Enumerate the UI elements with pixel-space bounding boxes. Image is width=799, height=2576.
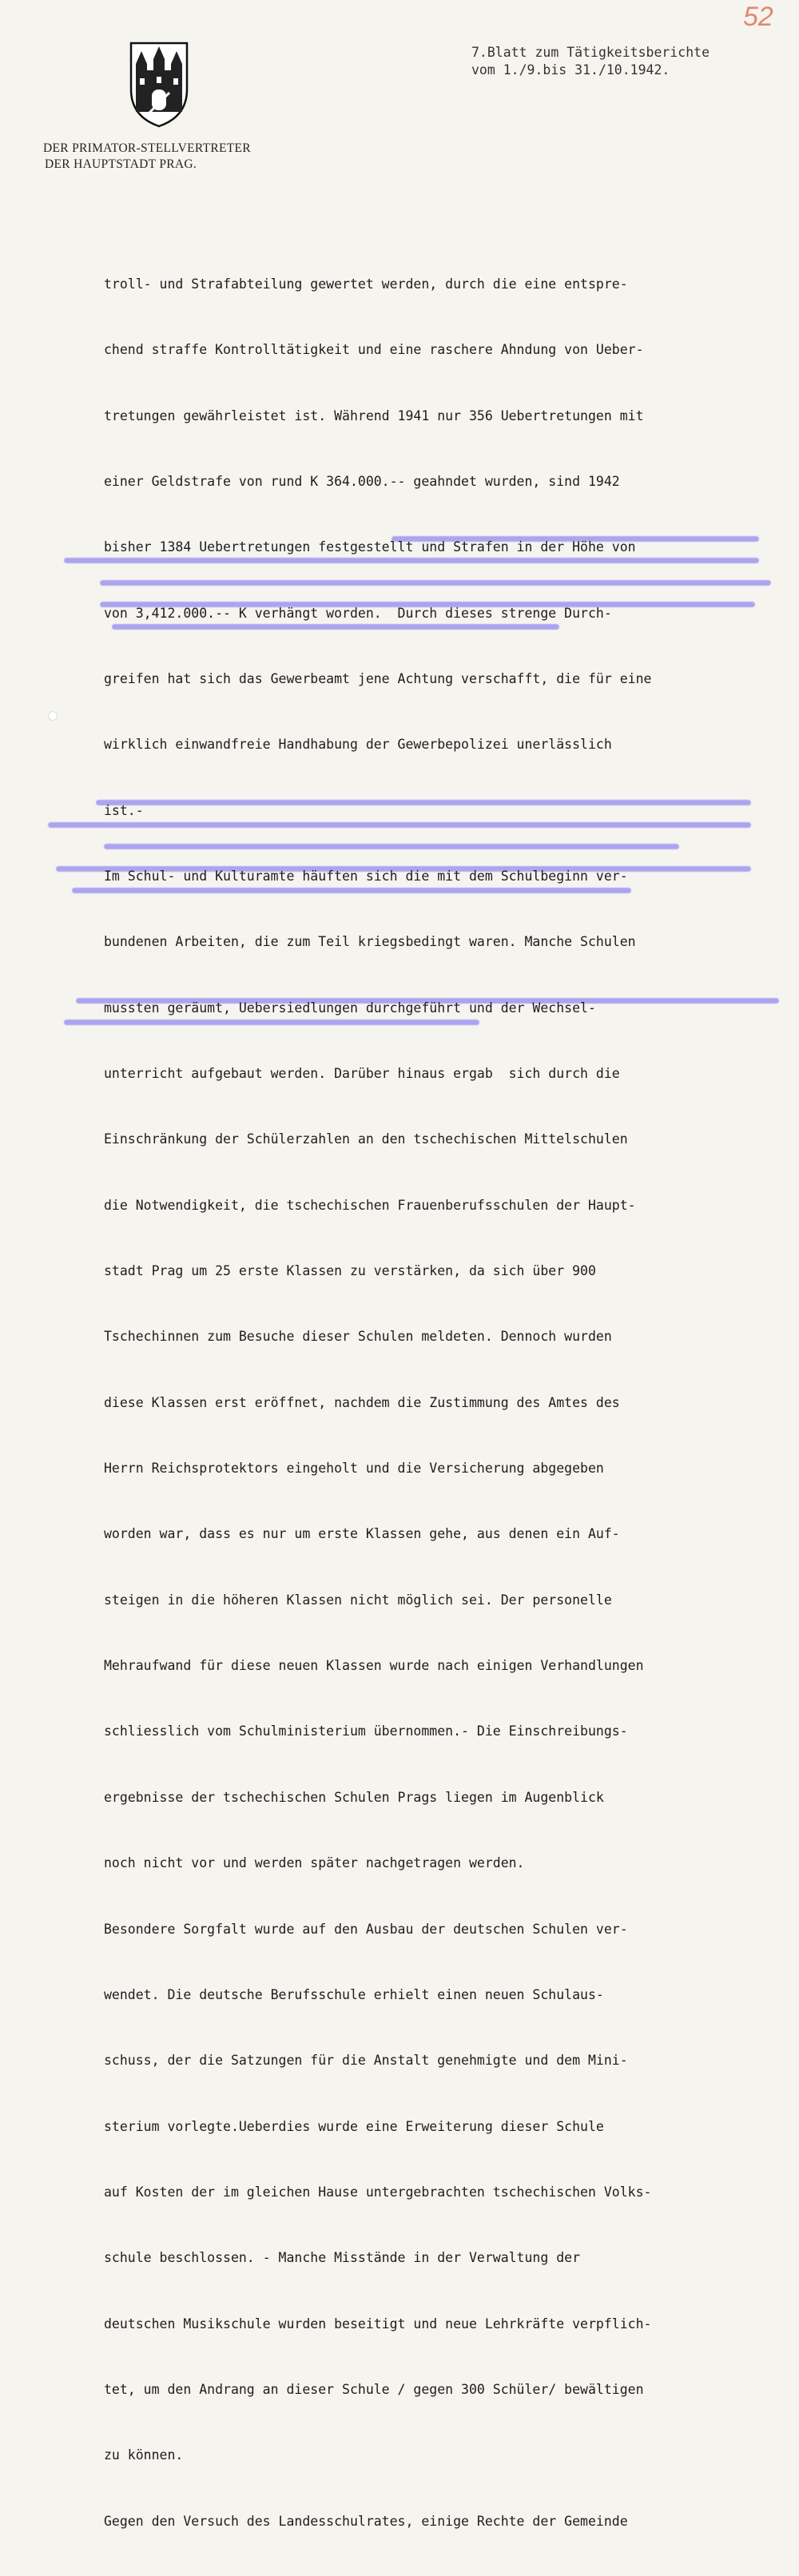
body-line: ist.- bbox=[104, 802, 144, 818]
page-number: 52 bbox=[743, 2, 773, 32]
body-line: Im Schul- und Kulturamte häuften sich die mit dem Schulbeginn ver- bbox=[104, 869, 628, 884]
body-line: wendet. Die deutsche Berufsschule erhielt einen neuen Schulaus- bbox=[104, 1986, 604, 2002]
header-line-2: vom 1./9.bis 31./10.1942. bbox=[471, 62, 670, 78]
body-line: die Notwendigkeit, die tschechischen Frauenberufsschulen der Haupt- bbox=[104, 1197, 636, 1213]
body-line: Tschechinnen zum Besuche dieser Schulen meldeten. Dennoch wurden bbox=[104, 1329, 612, 1345]
organization-line-2: DER HAUPTSTADT PRAG. bbox=[45, 157, 197, 171]
body-line: schule beschlossen. - Manche Misstände in der Verwaltung der bbox=[104, 2250, 581, 2266]
body-line: chend straffe Kontrolltätigkeit und eine raschere Ahndung von Ueber- bbox=[104, 342, 644, 358]
body-line: unterricht aufgebaut werden. Darüber hinaus ergab sich durch die bbox=[104, 1066, 620, 1082]
body-line: mussten geräumt, Uebersiedlungen durchgeführt und der Wechsel- bbox=[104, 1000, 596, 1016]
body-line: Besondere Sorgfalt wurde auf den Ausbau der deutschen Schulen ver- bbox=[104, 1921, 628, 1937]
body-line: zu können. bbox=[104, 2447, 184, 2463]
body-line: Herrn Reichsprotektors eingeholt und die Versicherung abgegeben bbox=[104, 1461, 604, 1477]
body-line: Mehraufwand für diese neuen Klassen wurde nach einigen Verhandlungen bbox=[104, 1658, 644, 1674]
organization-block bbox=[43, 141, 251, 173]
body-line: noch nicht vor und werden später nachgetragen werden. bbox=[104, 1855, 525, 1871]
prague-coat-of-arms-icon bbox=[128, 40, 190, 128]
body-line: bundenen Arbeiten, die zum Teil kriegsbedingt waren. Manche Schulen bbox=[104, 934, 636, 950]
body-line: wirklich einwandfreie Handhabung der Gewerbepolizei unerlässlich bbox=[104, 737, 612, 753]
body-line: einer Geldstrafe von rund K 364.000.-- geahndet wurden, sind 1942 bbox=[104, 473, 620, 489]
body-line: Einschränkung der Schülerzahlen an den tschechischen Mittelschulen bbox=[104, 1131, 628, 1147]
body-line: diese Klassen erst eröffnet, nachdem die Zustimmung des Amtes des bbox=[104, 1394, 620, 1410]
body-line: stadt Prag um 25 erste Klassen zu verstärken, da sich über 900 bbox=[104, 1263, 596, 1279]
body-line: steigen in die höheren Klassen nicht möglich sei. Der personelle bbox=[104, 1592, 612, 1608]
body-line: deutschen Musikschule wurden beseitigt und neue Lehrkräfte verpflich- bbox=[104, 2316, 652, 2332]
body-line: bisher 1384 Uebertretungen festgestellt und Strafen in der Höhe von bbox=[104, 539, 636, 555]
header-line-1: 7.Blatt zum Tätigkeitsberichte bbox=[471, 45, 710, 60]
body-line: troll- und Strafabteilung gewertet werden, durch die eine entspre- bbox=[104, 276, 628, 292]
organization-line-1: DER PRIMATOR-STELLVERTRETER bbox=[43, 141, 251, 155]
body-line: tet, um den Andrang an dieser Schule / gegen 300 Schüler/ bewältigen bbox=[104, 2381, 644, 2397]
body-line: ergebnisse der tschechischen Schulen Prags liegen im Augenblick bbox=[104, 1789, 604, 1805]
report-header bbox=[471, 44, 710, 79]
body-line: Gegen den Versuch des Landesschulrates, einige Rechte der Gemeinde bbox=[104, 2513, 628, 2529]
punch-hole bbox=[48, 711, 58, 721]
body-line: tretungen gewährleistet ist. Während 1941 nur 356 Uebertretungen mit bbox=[104, 407, 644, 423]
body-line: schliesslich vom Schulministerium übernommen.- Die Einschreibungs- bbox=[104, 1723, 628, 1739]
body-text bbox=[104, 229, 775, 2576]
body-line: sterium vorlegte.Ueberdies wurde eine Erweiterung dieser Schule bbox=[104, 2118, 604, 2134]
body-line: von 3,412.000.-- K verhängt worden. Durch dieses strenge Durch- bbox=[104, 605, 612, 621]
body-line: greifen hat sich das Gewerbeamt jene Achtung verschafft, die für eine bbox=[104, 670, 652, 686]
body-line: schuss, der die Satzungen für die Anstalt genehmigte und dem Mini- bbox=[104, 2053, 628, 2069]
body-line: auf Kosten der im gleichen Hause untergebrachten tschechischen Volks- bbox=[104, 2184, 652, 2200]
body-line: worden war, dass es nur um erste Klassen gehe, aus denen ein Auf- bbox=[104, 1526, 620, 1542]
